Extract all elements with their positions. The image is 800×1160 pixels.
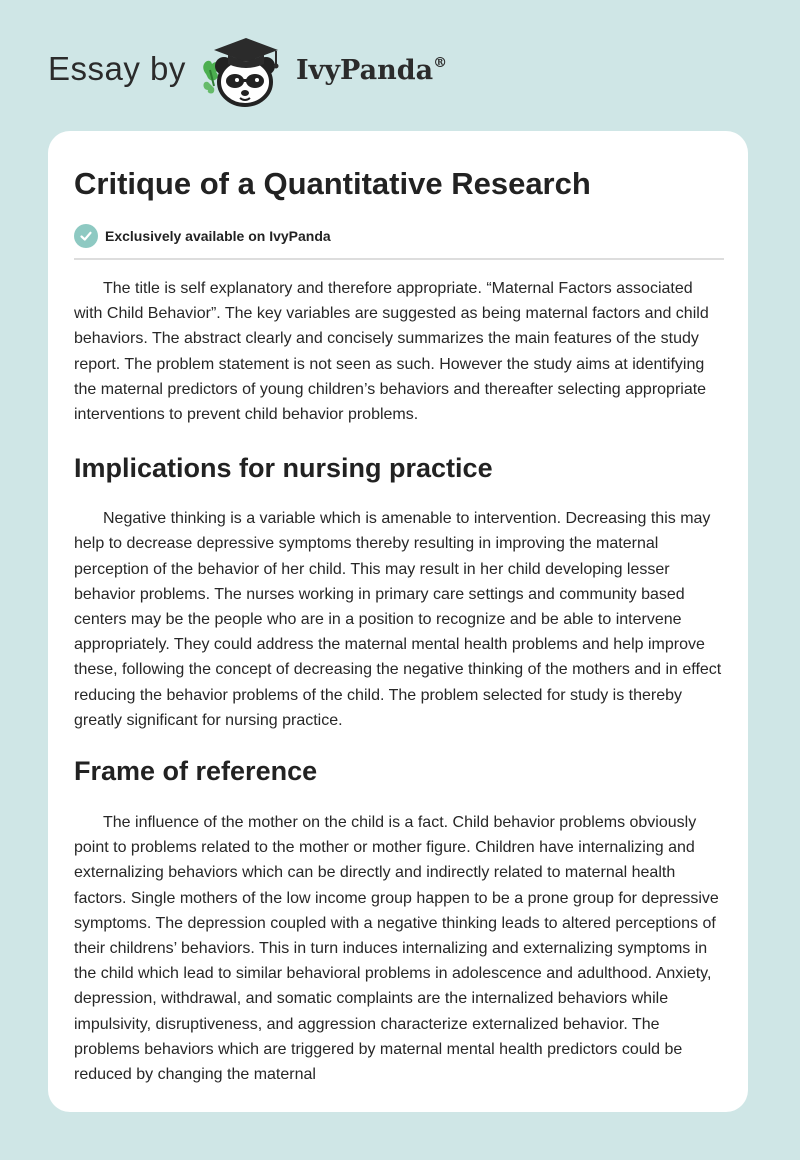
essay-by-label: Essay by: [48, 50, 186, 87]
page-title: Critique of a Quantitative Research: [74, 166, 591, 201]
brand-name[interactable]: [296, 55, 447, 86]
heading-implications: Implications for nursing practice: [74, 453, 493, 484]
paragraph-implications: Negative thinking is a variable which is amenable to intervention. Decreasing this may help to decrease depressive symptoms thereby resulting in improving the maternal perception of the behavior of her child. This may result in her child developing lesser behavior problems. The nurses working in primary care settings and community based centers may be the people who are in a position to recognize and be able to intervene appropriately. They could address the maternal mental health problems and help improve these, following the concept of decreasing the negative thinking of the mothers and in effect reducing the behavior problems of the child. The problem selected for study is thereby greatly significant for nursing practice.: [74, 510, 722, 729]
article-content: [74, 163, 724, 1087]
paragraph-frame-of-reference: The influence of the mother on the child is a fact. Child behavior problems obviously point to problems related to the mother or mother figure. Children have internalizing and externalizing behaviors which can be directly and indirectly related to maternal health factors. Single mothers of the low income group happen to be a prone group for depressive symptoms. The depression coupled with a negative thinking leads to altered perceptions of their childrens’ behaviors. This in turn induces internalizing and externalizing symptoms in the child which lead to similar behavioral problems in adolescence and adulthood. Anxiety, depression, withdrawal, and somatic complaints are the internalized behaviors while impulsivity, disruptiveness, and aggression characterize externalized behavior. The problems behaviors which are triggered by maternal mental health predictors could be reduced by changing the maternal: [74, 814, 719, 1084]
registered-mark: ®: [433, 55, 448, 71]
divider: [74, 258, 724, 260]
article-card: [48, 131, 748, 1112]
exclusive-badge: [74, 223, 724, 249]
check-icon: [74, 224, 98, 248]
paragraph-intro: The title is self explanatory and therefore appropriate. “Maternal Factors associated with Child Behavior”. The key variables are suggested as being maternal factors and child behaviors. The abstract clearly and concisely summarizes the main features of the study report. The problem statement is not seen as such. However the study aims at identifying the maternal predictors of young children’s behaviors and thereafter selecting appropriate interventions to prevent child behavior problems.: [74, 280, 709, 424]
exclusive-label: Exclusively available on IvyPanda: [105, 228, 331, 244]
heading-frame-of-reference: Frame of reference: [74, 756, 318, 787]
brand-text: IvyPanda: [296, 55, 434, 86]
panda-graduate-logo-icon[interactable]: [196, 34, 292, 110]
site-header: [0, 0, 800, 130]
